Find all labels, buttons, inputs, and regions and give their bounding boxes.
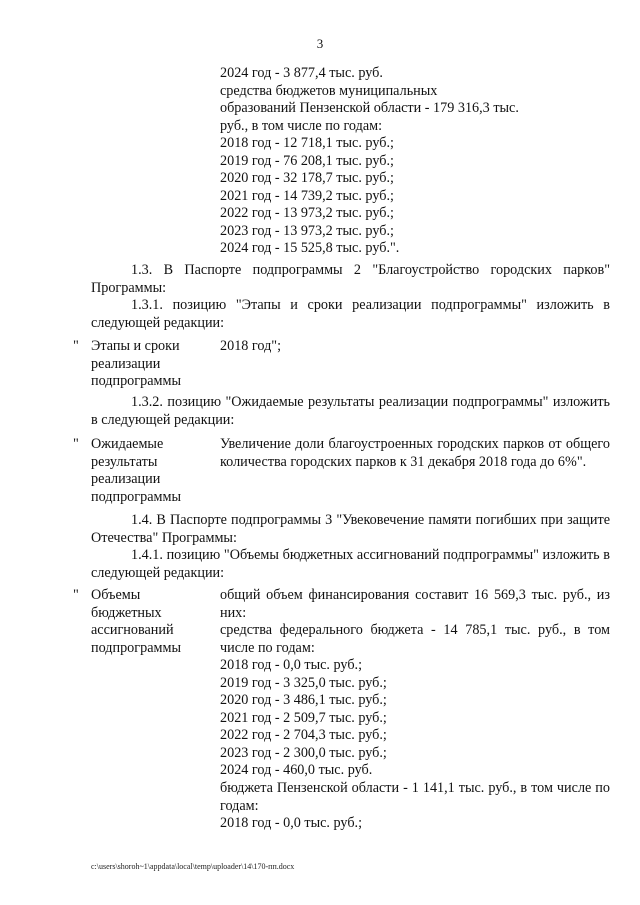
paragraph-1-4-1-text: 1.4.1. позицию "Объемы бюджетных ассигнований подпрограммы" изложить в следующей редакции: (91, 547, 610, 581)
opening-quote: " (73, 338, 79, 354)
label-line: подпрограммы (91, 639, 181, 656)
continuation-line: 2023 год - 13 973,2 тыс. руб.; (220, 222, 394, 239)
paragraph-1-3-2 (91, 394, 610, 429)
row-results-label (91, 436, 211, 506)
label-line: результаты (91, 453, 158, 470)
row-budget-federal: средства федерального бюджета - 14 785,1 тыс. руб., в том числе по годам: (220, 622, 610, 656)
label-line: реализации (91, 471, 161, 487)
year-line: 2020 год - 3 486,1 тыс. руб.; (220, 692, 387, 708)
continuation-line: средства бюджетов муниципальных (220, 82, 438, 99)
continuation-line: образований Пензенской области - 179 316,3 тыс. (220, 100, 519, 116)
row-stages-value: 2018 год"; (220, 338, 282, 354)
label-line: подпрограммы (91, 373, 181, 389)
label-line: Ожидаемые (91, 436, 164, 452)
paragraph-1-3-1 (91, 297, 610, 332)
continuation-block (220, 65, 620, 258)
label-line: Объемы (91, 587, 141, 603)
opening-quote: " (73, 587, 79, 603)
opening-quote: " (73, 436, 79, 452)
paragraph-1-4 (91, 512, 610, 547)
paragraph-1-4-1 (91, 547, 610, 582)
federal-years-list (220, 657, 387, 780)
continuation-line: 2021 год - 14 739,2 тыс. руб.; (220, 187, 394, 204)
continuation-line: 2024 год - 15 525,8 тыс. руб.". (220, 240, 400, 256)
year-line: 2024 год - 460,0 тыс. руб. (220, 762, 373, 778)
row-results-value: Увеличение доли благоустроенных городских парков от общего количества городских парков к 31 декабря 2018 года до 6%". (220, 436, 610, 470)
paragraph-1-3-2-text: 1.3.2. позицию "Ожидаемые результаты реализации подпрограммы" изложить в следующей редакции: (91, 394, 610, 428)
year-line: 2019 год - 3 325,0 тыс. руб.; (220, 674, 387, 691)
continuation-line: 2019 год - 76 208,1 тыс. руб.; (220, 152, 394, 169)
paragraph-1-3 (91, 262, 610, 297)
label-line: бюджетных (91, 604, 162, 621)
continuation-line: 2018 год - 12 718,1 тыс. руб.; (220, 135, 394, 151)
year-line: 2022 год - 2 704,3 тыс. руб.; (220, 727, 387, 743)
paragraph-1-3-1-text: 1.3.1. позицию "Этапы и сроки реализации подпрограммы" изложить в следующей редакции: (91, 297, 610, 331)
label-line: реализации (91, 355, 161, 372)
label-line: ассигнований (91, 622, 174, 638)
row-budget-intro: общий объем финансирования составит 16 569,3 тыс. руб., из них: (220, 587, 610, 621)
label-line: подпрограммы (91, 488, 181, 505)
paragraph-1-4-text: 1.4. В Паспорте подпрограммы 3 "Увековечение памяти погибших при защите Отечества" Программы: (91, 512, 610, 546)
page-number: 3 (316, 36, 324, 51)
year-line: 2023 год - 2 300,0 тыс. руб.; (220, 744, 387, 761)
regional-years-list (220, 815, 362, 833)
label-line: Этапы и сроки (91, 338, 180, 354)
row-stages-label (91, 338, 211, 391)
year-line: 2018 год - 0,0 тыс. руб.; (220, 657, 363, 673)
year-line: 2018 год - 0,0 тыс. руб.; (220, 815, 363, 831)
continuation-line: руб., в том числе по годам: (220, 117, 383, 134)
continuation-line: 2022 год - 13 973,2 тыс. руб.; (220, 205, 394, 221)
paragraph-1-3-text: 1.3. В Паспорте подпрограммы 2 "Благоустройство городских парков" Программы: (91, 262, 610, 296)
footer-file-path: c:\users\shoroh~1\appdata\local\temp\uploader\14\170-пп.docx (91, 862, 295, 871)
year-line: 2021 год - 2 509,7 тыс. руб.; (220, 709, 387, 726)
row-budget-regional: бюджета Пензенской области - 1 141,1 тыс. руб., в том числе по годам: (220, 780, 610, 814)
row-budget-label (91, 587, 211, 657)
continuation-line: 2024 год - 3 877,4 тыс. руб. (220, 65, 383, 81)
continuation-line: 2020 год - 32 178,7 тыс. руб.; (220, 170, 394, 186)
